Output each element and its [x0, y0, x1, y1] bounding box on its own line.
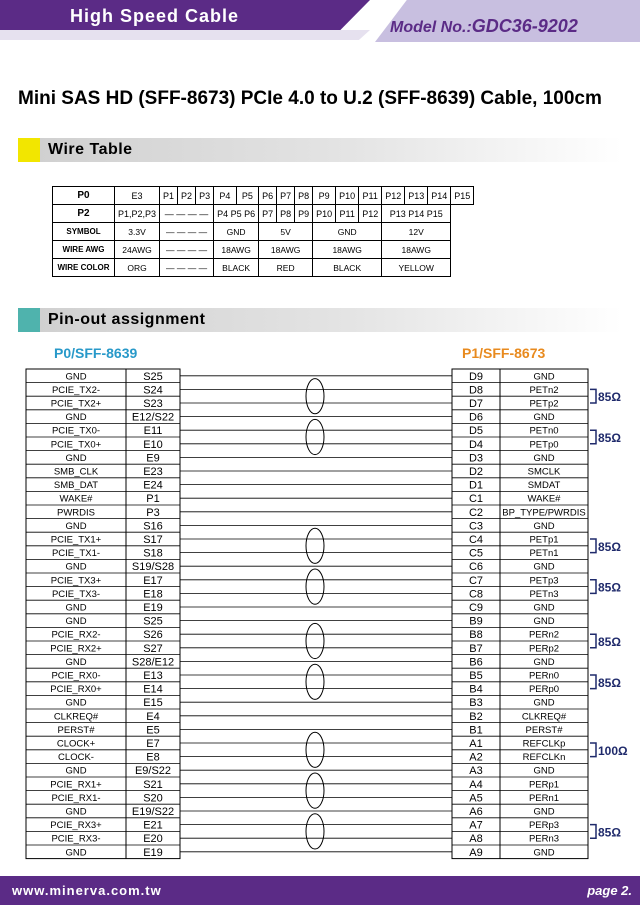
wire-table-cell: P3	[196, 187, 214, 205]
impedance-label: 85Ω	[598, 580, 621, 595]
p0-pin-label: E11	[143, 425, 163, 438]
header-title: High Speed Cable	[70, 6, 240, 26]
wire-table-cell: — — — —	[160, 223, 214, 241]
p1-pin-label: C5	[468, 547, 484, 560]
p1-pin-label: C9	[468, 602, 484, 614]
p1-signal-label: GND	[533, 520, 555, 532]
wire-table-cell: GND	[313, 223, 382, 241]
wire-table-cell: P8	[277, 205, 295, 223]
wire-table-cell: P5	[236, 187, 259, 205]
impedance-label: 85Ω	[598, 825, 621, 840]
p0-pin-label: S21	[143, 778, 163, 791]
p0-signal-label: PCIE_TX2-	[51, 384, 101, 396]
p1-pin-label: D9	[468, 370, 484, 383]
impedance-bracket	[590, 743, 596, 757]
wire-table-cell: 18AWG	[382, 241, 451, 259]
p0-pin-label: E19/S22	[131, 806, 175, 818]
twisted-pair-marker	[306, 773, 324, 808]
p1-pin-label: D4	[468, 438, 484, 451]
impedance-bracket	[590, 634, 596, 648]
wire-table-cell: 18AWG	[313, 241, 382, 259]
wire-table-cell: P7	[259, 205, 277, 223]
wire-table-row-label: SYMBOL	[53, 223, 115, 241]
p0-pin-label: P1	[146, 493, 160, 506]
p0-pin-label: E8	[146, 751, 160, 764]
wire-table-cell: 3.3V	[115, 223, 160, 241]
p0-signal-label: GND	[65, 806, 87, 818]
p1-pin-label: D6	[468, 411, 484, 424]
wire-table-cell: — — — —	[160, 241, 214, 259]
p0-signal-label: GND	[65, 765, 87, 777]
p1-signal-label: GND	[533, 371, 555, 383]
wire-table-cell: P15	[451, 187, 474, 205]
p0-pin-label: E19	[143, 846, 163, 859]
impedance-bracket	[590, 825, 596, 839]
p1-pin-label: C6	[468, 561, 484, 574]
p0-signal-label: WAKE#	[59, 493, 93, 505]
p1-signal-label: GND	[533, 561, 555, 573]
p0-pin-label: S25	[143, 615, 163, 628]
p0-signal-label: PCIE_RX0-	[51, 670, 101, 682]
wire-table-cell: 5V	[259, 223, 313, 241]
p1-signal-label: GND	[533, 765, 555, 777]
wire-table-cell: YELLOW	[382, 259, 451, 277]
p0-signal-label: CLOCK+	[56, 738, 96, 750]
p0-pin-label: S26	[143, 629, 163, 642]
p1-pin-label: C8	[468, 588, 484, 601]
p1-signal-label: REFCLKp	[522, 738, 566, 750]
model-number: GDC36-9202	[471, 16, 578, 36]
p0-pin-label: E13	[143, 670, 163, 682]
wire-table-cell: P4	[214, 187, 237, 205]
p1-signal-label: CLKREQ#	[521, 711, 567, 723]
p1-signal-label: PETn3	[529, 588, 559, 600]
p0-pin-label: E5	[146, 724, 160, 737]
p1-signal-label: PERp0	[528, 684, 560, 696]
p0-pin-label: E17	[143, 574, 163, 587]
p1-pin-label: A6	[469, 806, 483, 818]
p0-signal-label: PCIE_TX0+	[50, 439, 102, 451]
p1-pin-label: D1	[468, 479, 484, 492]
section-title: Wire Table	[48, 141, 133, 158]
p1-pin-label: D3	[468, 452, 484, 465]
p0-pin-label: S28/E12	[131, 656, 175, 669]
twisted-pair-marker	[306, 379, 324, 414]
p1-pin-label: A1	[469, 738, 483, 750]
p1-signal-label: PERn3	[528, 833, 560, 845]
p0-pin-label: S23	[143, 398, 163, 410]
p0-signal-label: PCIE_TX3+	[50, 575, 102, 587]
impedance-bracket	[590, 389, 596, 403]
p1-connector-title: P1/SFF-8673	[462, 345, 546, 361]
p1-signal-label: GND	[533, 847, 555, 859]
wire-table-cell: P11	[359, 187, 382, 205]
p0-signal-label: PWRDIS	[57, 507, 95, 519]
p1-signal-label: PETp3	[529, 575, 559, 587]
section-title: Pin-out assignment	[48, 311, 206, 328]
p1-pin-label: D8	[468, 384, 484, 397]
wire-table-cell: P12	[359, 205, 382, 223]
p1-signal-label: PERp3	[528, 820, 560, 832]
twisted-pair-marker	[306, 814, 324, 849]
p1-pin-label: B6	[469, 656, 483, 669]
p0-pin-label: S25	[143, 370, 163, 383]
footer-bar	[0, 876, 640, 905]
p1-pin-label: B5	[469, 670, 483, 682]
p1-pin-label: B4	[469, 683, 483, 696]
wire-table-cell: BLACK	[214, 259, 259, 277]
p0-signal-label: PCIE_TX0-	[51, 425, 101, 437]
page-number: page 2.	[587, 883, 632, 898]
p0-signal-label: PCIE_RX3+	[50, 820, 102, 832]
p1-pin-label: A5	[469, 792, 483, 805]
impedance-bracket	[590, 675, 596, 689]
p0-pin-label: S20	[143, 792, 163, 805]
wire-table-cell: P10	[313, 205, 336, 223]
impedance-label: 85Ω	[598, 539, 621, 554]
p1-pin-label: A2	[469, 751, 483, 764]
p0-signal-label: GND	[65, 371, 87, 383]
p1-signal-label: PETn1	[529, 548, 559, 560]
p1-signal-label: PERn2	[528, 629, 560, 641]
p1-pin-label: B8	[469, 629, 483, 642]
impedance-label: 85Ω	[598, 675, 621, 690]
impedance-label: 85Ω	[598, 431, 621, 445]
wire-table-cell: P8	[295, 187, 313, 205]
p0-signal-label: PCIE_TX2+	[50, 398, 102, 410]
wire-table-cell: P10	[336, 187, 359, 205]
p1-pin-label: C2	[468, 506, 484, 519]
p0-signal-label: CLOCK-	[58, 752, 94, 764]
p1-pin-label: B2	[469, 710, 483, 723]
p0-signal-label: SMB_CLK	[53, 466, 99, 478]
p0-signal-label: PCIE_TX1+	[50, 534, 102, 546]
p0-pin-label: S18	[143, 547, 163, 560]
impedance-label: 85Ω	[598, 635, 621, 649]
p1-pin-label: B9	[469, 615, 483, 628]
p1-pin-label: C7	[468, 574, 484, 587]
wire-table-cell: 18AWG	[214, 241, 259, 259]
main-heading: Mini SAS HD (SFF-8673) PCIe 4.0 to U.2 (SFF-8639) Cable, 100cm	[18, 88, 602, 109]
wire-table-cell: P13 P14 P15	[382, 205, 451, 223]
p0-pin-label: S17	[143, 534, 163, 546]
p0-pin-label: P3	[146, 506, 160, 519]
p1-signal-label: PERp1	[528, 779, 560, 791]
wire-table-cell: — — — —	[160, 205, 214, 223]
wire-table-cell: P13	[405, 187, 428, 205]
impedance-bracket	[590, 539, 596, 553]
p0-signal-label: GND	[65, 847, 87, 859]
wire-table-cell: P14	[428, 187, 451, 205]
wire-table-row-label: WIRE COLOR	[53, 259, 115, 277]
wire-table-cell: E3	[115, 187, 160, 205]
p1-signal-label: PETn2	[529, 384, 559, 396]
p1-signal-label: PERST#	[525, 724, 563, 736]
p0-signal-label: PCIE_TX3-	[51, 588, 101, 600]
p0-signal-label: GND	[65, 412, 87, 424]
p0-signal-label: GND	[65, 602, 87, 614]
p1-signal-label: SMDAT	[527, 480, 561, 492]
p1-pin-label: D7	[468, 398, 484, 410]
p0-signal-label: GND	[65, 561, 87, 573]
wire-table-cell: — — — —	[160, 259, 214, 277]
p0-pin-label: E4	[146, 710, 160, 723]
p1-pin-label: A8	[469, 833, 483, 846]
p1-pin-label: B3	[469, 697, 483, 710]
twisted-pair-marker	[306, 419, 324, 454]
impedance-bracket	[590, 430, 596, 444]
impedance-label: 85Ω	[598, 390, 621, 405]
p1-pin-label: B1	[469, 724, 483, 737]
p0-pin-label: E15	[143, 697, 163, 710]
p0-pin-label: E12/S22	[131, 411, 175, 424]
p1-signal-label: WAKE#	[527, 493, 561, 505]
p1-pin-label: A9	[469, 846, 483, 859]
p1-signal-label: PERn0	[528, 670, 560, 682]
wire-table-cell: P1	[160, 187, 178, 205]
impedance-bracket	[590, 580, 596, 594]
p1-signal-label: SMCLK	[527, 466, 561, 478]
p1-pin-label: A4	[469, 778, 483, 791]
p0-pin-label: E7	[146, 738, 160, 750]
p0-pin-label: E18	[143, 588, 163, 601]
p1-pin-label: C3	[468, 520, 484, 533]
p1-signal-label: GND	[533, 412, 555, 424]
p0-pin-label: E10	[143, 438, 163, 451]
wire-table-cell: P4 P5 P6	[214, 205, 259, 223]
wire-table-cell: P9	[313, 187, 336, 205]
p1-pin-label: C1	[468, 493, 484, 506]
wire-table-cell: 24AWG	[115, 241, 160, 259]
p1-signal-label: GND	[533, 656, 555, 668]
twisted-pair-marker	[306, 623, 324, 658]
p0-pin-label: E24	[143, 479, 163, 492]
wire-table-cell: P12	[382, 187, 405, 205]
p0-pin-label: E9	[146, 452, 160, 465]
p0-signal-label: GND	[65, 452, 87, 464]
p0-signal-label: GND	[65, 616, 87, 628]
p1-signal-label: REFCLKn	[522, 752, 566, 764]
p0-signal-label: PCIE_RX2-	[51, 629, 101, 641]
wire-table-cell: 12V	[382, 223, 451, 241]
p0-signal-label: PCIE_RX3-	[51, 833, 101, 845]
p0-pin-label: E19	[143, 602, 163, 614]
p0-connector-title: P0/SFF-8639	[54, 345, 138, 361]
twisted-pair-marker	[306, 569, 324, 604]
p0-pin-label: E21	[143, 819, 163, 832]
p1-signal-label: GND	[533, 602, 555, 614]
p1-pin-label: D5	[468, 425, 484, 438]
p0-signal-label: PCIE_RX2+	[50, 643, 102, 655]
p0-pin-label: E23	[143, 466, 163, 478]
wire-table-cell: RED	[259, 259, 313, 277]
p0-signal-label: SMB_DAT	[53, 480, 99, 492]
p0-signal-label: PCIE_RX0+	[50, 684, 102, 696]
p1-signal-label: GND	[533, 452, 555, 464]
twisted-pair-marker	[306, 664, 324, 699]
twisted-pair-marker	[306, 732, 324, 767]
wire-table-cell: P9	[295, 205, 313, 223]
p0-signal-label: PCIE_RX1+	[50, 779, 102, 791]
p0-pin-label: E14	[143, 683, 163, 696]
p1-signal-label: GND	[533, 806, 555, 818]
p1-pin-label: D2	[468, 466, 484, 478]
wire-table-cell: P6	[259, 187, 277, 205]
p0-pin-label: S24	[143, 384, 163, 397]
footer-url: www.minerva.com.tw	[12, 883, 162, 898]
p1-signal-label: GND	[533, 697, 555, 709]
p0-pin-label: E20	[143, 833, 163, 846]
p0-signal-label: PCIE_RX1-	[51, 792, 101, 804]
p1-signal-label: PETn0	[529, 425, 559, 437]
model-label: Model No.:	[390, 19, 472, 36]
p0-signal-label: GND	[65, 520, 87, 532]
p1-signal-label: PETp1	[529, 534, 559, 546]
wire-table-cell: P2	[178, 187, 196, 205]
wire-table-cell: BLACK	[313, 259, 382, 277]
twisted-pair-marker	[306, 528, 324, 563]
p0-signal-label: GND	[65, 697, 87, 709]
wire-table-cell: ORG	[115, 259, 160, 277]
p0-pin-label: S16	[143, 520, 163, 533]
p1-pin-label: C4	[468, 534, 484, 546]
wire-table-cell: GND	[214, 223, 259, 241]
p1-signal-label: PERn1	[528, 792, 560, 804]
p1-signal-label: PETp0	[529, 439, 559, 451]
wire-table-cell: P11	[336, 205, 359, 223]
p1-signal-label: PETp2	[529, 398, 559, 410]
wire-table-cell: P7	[277, 187, 295, 205]
wire-table-cell: 18AWG	[259, 241, 313, 259]
wire-table-cell: P1,P2,P3	[115, 205, 160, 223]
p0-signal-label: PCIE_TX1-	[51, 548, 101, 560]
p0-pin-label: S19/S28	[131, 561, 175, 574]
p1-pin-label: B7	[469, 642, 483, 655]
wire-table-row-label: WIRE AWG	[53, 241, 115, 259]
p1-signal-label: GND	[533, 616, 555, 628]
p0-signal-label: PERST#	[57, 724, 95, 736]
p1-signal-label: PERp2	[528, 643, 560, 655]
p1-signal-label: BP_TYPE/PWRDIS	[502, 507, 586, 519]
wire-table-row-label: P2	[53, 205, 115, 223]
p1-pin-label: A7	[469, 819, 483, 832]
p0-pin-label: S27	[143, 642, 163, 655]
p1-pin-label: A3	[469, 765, 483, 778]
p0-pin-label: E9/S22	[134, 765, 172, 778]
p0-signal-label: GND	[65, 656, 87, 668]
p0-signal-label: CLKREQ#	[53, 711, 99, 723]
impedance-label: 100Ω	[598, 743, 628, 758]
wire-table-row-label: P0	[53, 187, 115, 205]
